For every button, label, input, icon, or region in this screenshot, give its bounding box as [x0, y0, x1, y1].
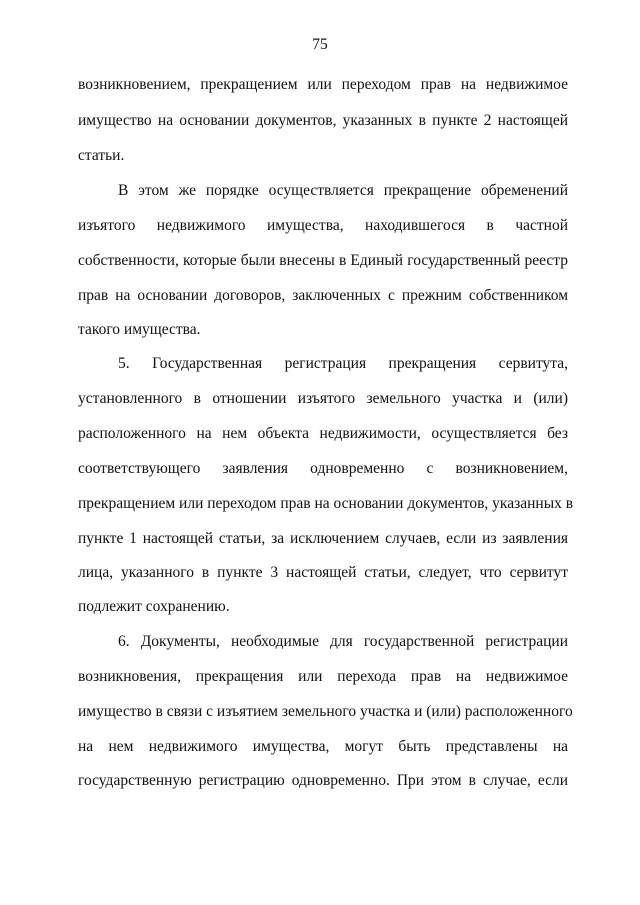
text-line: имущество в связи с изъятием земельного участка и (или) расположенного: [78, 703, 573, 720]
text-line: установленного в отношении изъятого земельного участка и (или): [78, 390, 568, 407]
text-line: лица, указанного в пункте 3 настоящей статьи, следует, что сервитут: [78, 564, 568, 581]
text-line: подлежит сохранению.: [78, 598, 230, 615]
text-line: на нем недвижимого имущества, могут быть представлены на: [78, 738, 568, 755]
text-line: 5. Государственная регистрация прекращения сервитута,: [118, 355, 568, 372]
text-line: соответствующего заявления одновременно с возникновением,: [78, 460, 568, 477]
text-line: такого имущества.: [78, 321, 201, 338]
text-line: государственную регистрацию одновременно. При этом в случае, если: [78, 772, 568, 789]
text-line: имущество на основании документов, указанных в пункте 2 настоящей: [78, 112, 568, 129]
text-line: статьи.: [78, 147, 125, 164]
text-line: расположенного на нем объекта недвижимости, осуществляется без: [78, 425, 568, 442]
text-line: прав на основании договоров, заключенных с прежним собственником: [78, 287, 568, 304]
text-line: собственности, которые были внесены в Единый государственный реестр: [78, 252, 568, 269]
text-line: В этом же порядке осуществляется прекращение обременений: [118, 182, 568, 199]
page-number: 75: [312, 36, 328, 53]
text-line: возникновения, прекращения или перехода прав на недвижимое: [78, 668, 568, 685]
text-line: 6. Документы, необходимые для государственной регистрации: [118, 633, 568, 650]
text-line: прекращением или переходом прав на основании документов, указанных в: [78, 495, 574, 512]
text-line: возникновением, прекращением или переходом прав на недвижимое: [78, 76, 568, 93]
text-line: изъятого недвижимого имущества, находившегося в частной: [78, 217, 568, 234]
text-line: пункте 1 настоящей статьи, за исключением случаев, если из заявления: [78, 530, 568, 547]
